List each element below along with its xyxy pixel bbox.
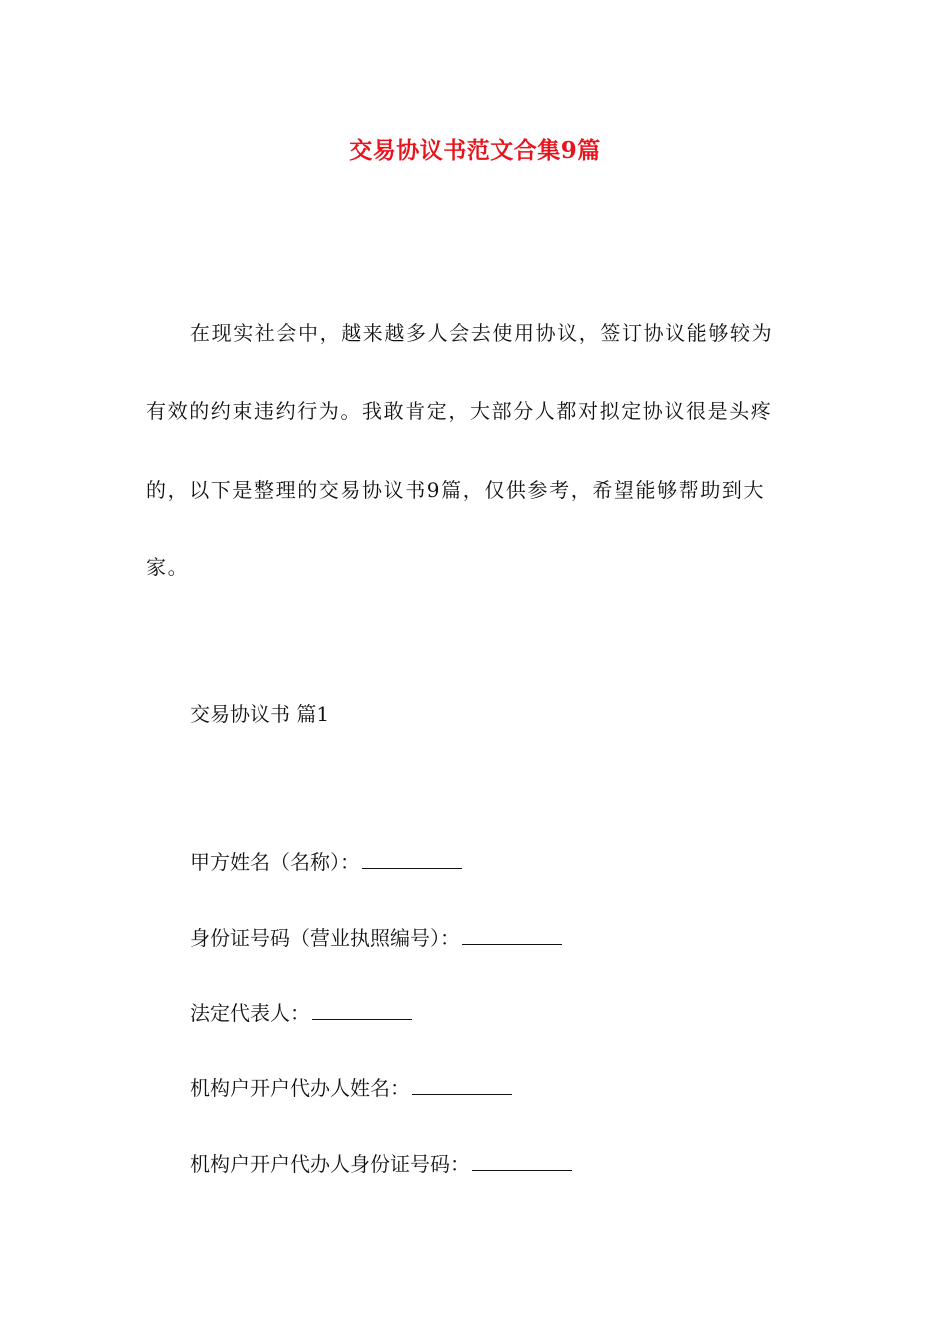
- legal-representative-field: [190, 998, 412, 1028]
- id-number-field: [190, 923, 562, 953]
- field-label: 机构户开户代办人身份证号码：: [190, 1152, 470, 1176]
- fill-in-blank: [472, 1152, 572, 1171]
- field-label: 甲方姓名（名称）：: [190, 850, 360, 874]
- field-label: 机构户开户代办人姓名：: [190, 1076, 410, 1100]
- field-label: 身份证号码（营业执照编号）：: [190, 926, 460, 950]
- fill-in-blank: [312, 1001, 412, 1020]
- agent-name-field: [190, 1073, 512, 1103]
- section-title: 交易协议书 篇1: [190, 702, 330, 726]
- intro-line: 的，以下是整理的交易协议书9篇，仅供参考，希望能够帮助到大: [146, 478, 766, 502]
- intro-line: 有效的约束违约行为。我敢肯定，大部分人都对拟定协议很是头疼: [146, 399, 773, 423]
- party-a-name-field: [190, 847, 462, 877]
- fill-in-blank: [412, 1076, 512, 1095]
- fill-in-blank: [362, 850, 462, 869]
- fill-in-blank: [462, 926, 562, 945]
- field-label: 法定代表人：: [190, 1001, 310, 1025]
- agent-id-number-field: [190, 1149, 572, 1179]
- intro-line: 在现实社会中，越来越多人会去使用协议，签订协议能够较为: [190, 321, 774, 345]
- document-title: 交易协议书范文合集9篇: [349, 137, 601, 164]
- intro-line: 家。: [146, 555, 190, 579]
